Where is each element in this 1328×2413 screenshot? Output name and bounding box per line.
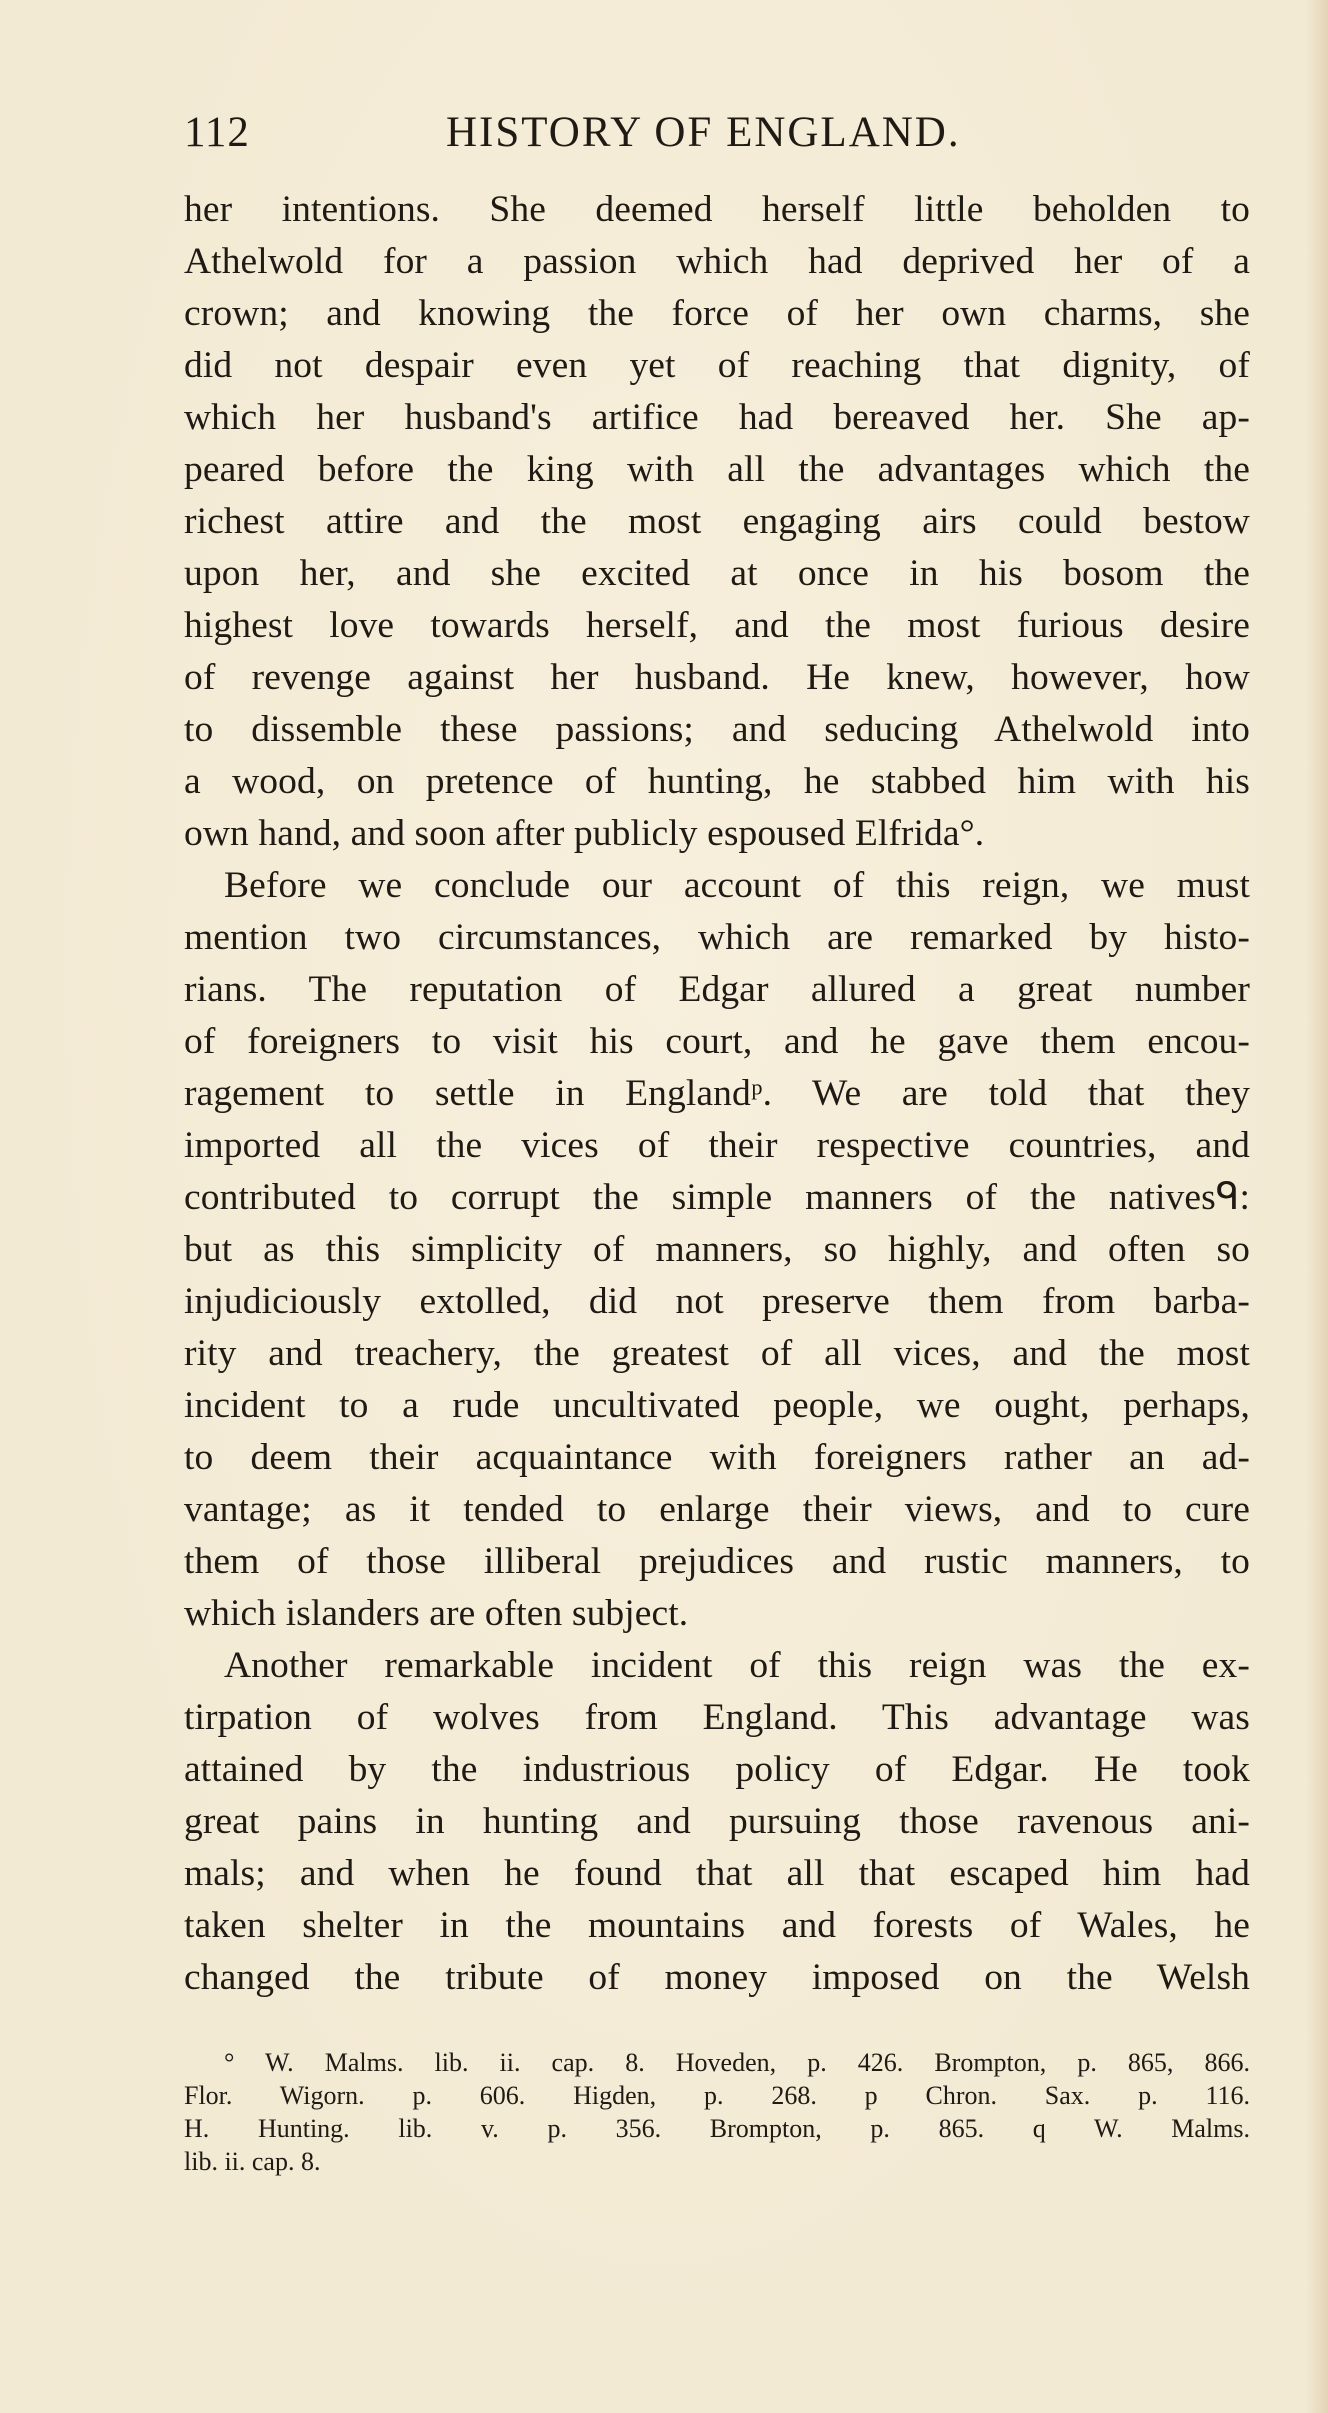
text-line: her intentions. She deemed herself little beholden to bbox=[184, 189, 1250, 230]
text-line: mention two circumstances, which are remarked by histo- bbox=[184, 917, 1250, 958]
text-line: did not despair even yet of reaching that dignity, of bbox=[184, 345, 1250, 386]
text-line: vantage; as it tended to enlarge their views, and to cure bbox=[184, 1489, 1250, 1530]
text-line: to deem their acquaintance with foreigners rather an ad- bbox=[184, 1437, 1250, 1478]
text-line: crown; and knowing the force of her own charms, she bbox=[184, 293, 1250, 334]
footnotes bbox=[184, 2046, 1250, 2178]
footnote-line: Flor. Wigorn. p. 606. Higden, p. 268. p Chron. Sax. p. 116. bbox=[184, 2081, 1250, 2110]
paragraph-start-line: Another remarkable incident of this reign was the ex- bbox=[224, 1645, 1250, 1686]
text-line: of foreigners to visit his court, and he gave them encou- bbox=[184, 1021, 1250, 1062]
paragraph-start-line: Before we conclude our account of this reign, we must bbox=[224, 865, 1250, 906]
paragraph-end-line: own hand, and soon after publicly espoused Elfrida°. bbox=[184, 813, 985, 854]
page-number: 112 bbox=[184, 109, 250, 156]
text-line: mals; and when he found that all that escaped him had bbox=[184, 1853, 1250, 1894]
footnote-line: ° W. Malms. lib. ii. cap. 8. Hoveden, p. 426. Brompton, p. 865, 866. bbox=[224, 2048, 1250, 2077]
text-line: richest attire and the most engaging airs could bestow bbox=[184, 501, 1250, 542]
paragraph-end-line: which islanders are often subject. bbox=[184, 1593, 689, 1634]
text-line: them of those illiberal prejudices and rustic manners, to bbox=[184, 1541, 1250, 1582]
text-line: highest love towards herself, and the most furious desire bbox=[184, 605, 1250, 646]
page-edge-shading bbox=[1306, 0, 1328, 2413]
text-line: rity and treachery, the greatest of all vices, and the most bbox=[184, 1333, 1250, 1374]
text-line: incident to a rude uncultivated people, we ought, perhaps, bbox=[184, 1385, 1250, 1426]
body-text bbox=[184, 184, 1250, 2004]
text-line: of revenge against her husband. He knew, however, how bbox=[184, 657, 1250, 698]
text-line: to dissemble these passions; and seducing Athelwold into bbox=[184, 709, 1250, 750]
text-line: tirpation of wolves from England. This advantage was bbox=[184, 1697, 1250, 1738]
text-line: upon her, and she excited at once in his bosom the bbox=[184, 553, 1250, 594]
text-line: a wood, on pretence of hunting, he stabbed him with his bbox=[184, 761, 1250, 802]
text-line: rians. The reputation of Edgar allured a great number bbox=[184, 969, 1250, 1010]
text-line: peared before the king with all the advantages which the bbox=[184, 449, 1250, 490]
text-line: Athelwold for a passion which had deprived her of a bbox=[184, 241, 1250, 282]
text-line: great pains in hunting and pursuing those ravenous ani- bbox=[184, 1801, 1250, 1842]
text-line: attained by the industrious policy of Edgar. He took bbox=[184, 1749, 1250, 1790]
text-line: but as this simplicity of manners, so highly, and often so bbox=[184, 1229, 1250, 1270]
text-line: contributed to corrupt the simple manners of the nativesᑫ: bbox=[184, 1177, 1250, 1218]
text-line: ragement to settle in Englandᵖ. We are told that they bbox=[184, 1073, 1250, 1114]
text-line: injudiciously extolled, did not preserve them from barba- bbox=[184, 1281, 1250, 1322]
text-line: changed the tribute of money imposed on the Welsh bbox=[184, 1957, 1250, 1998]
text-line: which her husband's artifice had bereaved her. She ap- bbox=[184, 397, 1250, 438]
text-line: imported all the vices of their respective countries, and bbox=[184, 1125, 1250, 1166]
running-title: HISTORY OF ENGLAND. bbox=[446, 109, 961, 156]
footnote-line: lib. ii. cap. 8. bbox=[184, 2147, 321, 2176]
running-head bbox=[184, 108, 1250, 164]
footnote-line: H. Hunting. lib. v. p. 356. Brompton, p. 865. q W. Malms. bbox=[184, 2114, 1250, 2143]
text-line: taken shelter in the mountains and forests of Wales, he bbox=[184, 1905, 1250, 1946]
